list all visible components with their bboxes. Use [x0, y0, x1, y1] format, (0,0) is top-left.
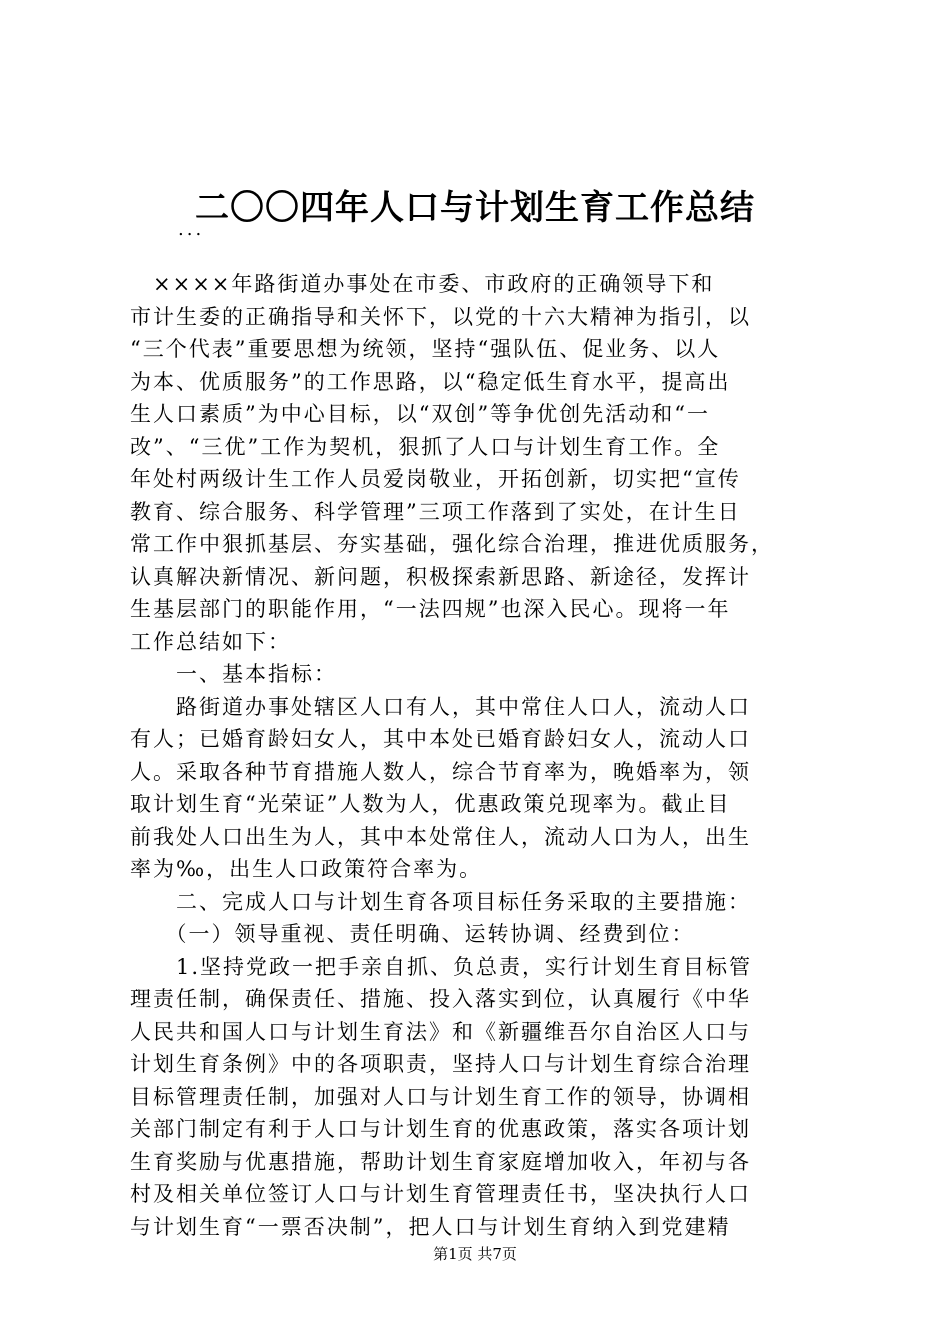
subsection-heading: （一）领导重视、责任明确、运转协调、经费到位：: [130, 922, 695, 946]
document-body: [130, 268, 830, 1243]
document-title: 二〇〇四年人口与计划生育工作总结: [195, 188, 755, 228]
body-line: 率为‰，出生人口政策符合率为。: [130, 857, 483, 881]
body-line: 生育奖励与优惠措施，帮助计划生育家庭增加收入，年初与各: [130, 1149, 751, 1174]
body-line: 与计划生育“一票否决制”，把人口与计划生育纳入到党建精: [130, 1214, 731, 1239]
body-line: 生基层部门的职能作用，“一法四规”也深入民心。现将一年: [130, 597, 731, 621]
section-heading: 二、完成人口与计划生育各项目标任务采取的主要措施：: [130, 889, 751, 914]
body-line: 人。采取各种节育措施人数人，综合节育率为，晚婚率为，领: [130, 759, 751, 784]
body-line: 教育、综合服务、科学管理”三项工作落到了实处，在计生日: [130, 499, 741, 524]
body-line: 为本、优质服务”的工作思路，以“稳定低生育水平，提高出: [130, 369, 731, 394]
body-line: 理责任制，确保责任、措施、投入落实到位，认真履行《中华: [130, 987, 751, 1011]
body-line: 常工作中狠抓基层、夯实基础，强化综合治理，推进优质服务，: [130, 532, 774, 556]
body-line: 生人口素质”为中心目标，以“双创”等争优创先活动和“一: [130, 402, 710, 426]
body-line: 前我处人口出生为人，其中本处常住人，流动人口为人，出生: [130, 824, 751, 849]
ellipsis-marker: ...: [178, 219, 205, 240]
body-line: 村及相关单位签订人口与计划生育管理责任书，坚决执行人口: [130, 1182, 751, 1206]
body-line: 路街道办事处辖区人口有人，其中常住人口人，流动人口: [130, 694, 751, 719]
body-line: 认真解决新情况、新问题，积极探索新思路、新途径，发挥计: [130, 564, 751, 589]
body-line: 1.坚持党政一把手亲自抓、负总责，实行计划生育目标管: [130, 954, 753, 979]
section-heading: 一、基本指标：: [130, 662, 337, 686]
body-line: 工作总结如下：: [130, 629, 291, 654]
body-line: 关部门制定有利于人口与计划生育的优惠政策，落实各项计划: [130, 1117, 751, 1141]
body-line: “三个代表”重要思想为统领，坚持“强队伍、促业务、以人: [130, 337, 721, 361]
body-line: 目标管理责任制，加强对人口与计划生育工作的领导，协调相: [130, 1084, 751, 1109]
body-line: 市计生委的正确指导和关怀下，以党的十六大精神为指引，以: [130, 304, 751, 329]
body-line: 人民共和国人口与计划生育法》和《新疆维吾尔自治区人口与: [130, 1019, 751, 1044]
body-line: ××××年路街道办事处在市委、市政府的正确领导下和: [130, 272, 715, 296]
body-line: 年处村两级计生工作人员爱岗敬业，开拓创新，切实把“宣传: [130, 467, 741, 491]
page-footer: 第1页 共7页: [433, 1245, 517, 1263]
body-line: 改”、“三优”工作为契机，狠抓了人口与计划生育工作。全: [130, 434, 721, 459]
body-line: 有人；已婚育龄妇女人，其中本处已婚育龄妇女人，流动人口: [130, 727, 751, 751]
body-line: 计划生育条例》中的各项职责，坚持人口与计划生育综合治理: [130, 1052, 751, 1076]
body-line: 取计划生育“光荣证”人数为人，优惠政策兑现率为。截止目: [130, 792, 731, 816]
